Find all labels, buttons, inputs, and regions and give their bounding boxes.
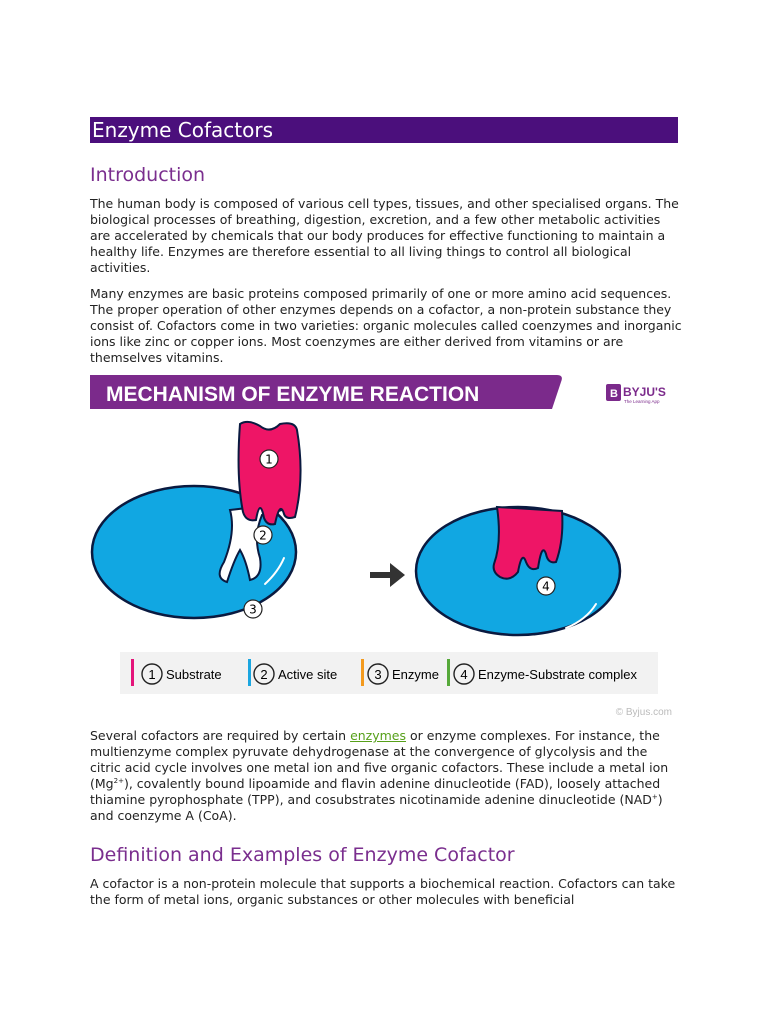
svg-text:1: 1	[265, 452, 273, 467]
intro-paragraph-1: The human body is composed of various cell types, tissues, and other specialised organs. The biological processes of breathing, digestion, excretion, and a few other metabolic activities are accelerated by chemicals that our body produces for effective functioning to maintain a healthy life. Enzymes are therefore essential to all living things to control all biological activities.	[90, 196, 679, 275]
svg-text:Active site: Active site	[278, 667, 338, 682]
svg-text:Substrate: Substrate	[166, 667, 222, 682]
svg-text:3: 3	[374, 667, 382, 682]
intro-heading: Introduction	[90, 164, 206, 186]
cofactors-paragraph: Several cofactors are required by certain enzymes or enzyme complexes. For instance, the multienzyme complex pyruvate dehydrogenase at the convergence of glycolysis and the citric acid cycle involves one metal ion and five organic cofactors. These include a metal ion $(Mg^{2+})$, covalently bound lipoamide and flavin adenine dinucleotide (FAD), loosely attached thiamine pyrophosphate (TPP), and cosubstrates nicotinamide adenine dinucleotide (NAD+) and coenzyme A (CoA).	[90, 728, 669, 823]
brand-tagline: The Learning App	[624, 399, 660, 404]
definition-paragraph: A cofactor is a non-protein molecule that supports a biochemical reaction. Cofactors can take the form of metal ions, organic substances or other molecules with beneficial	[90, 876, 676, 907]
svg-text:4: 4	[460, 667, 468, 682]
definition-heading: Definition and Examples of Enzyme Cofactor	[90, 844, 515, 866]
brand-name: BYJU'S	[623, 385, 666, 399]
figure-watermark: © Byjus.com	[615, 707, 672, 718]
reaction-arrow-icon	[370, 563, 405, 587]
svg-text:Enzyme-Substrate complex: Enzyme-Substrate complex	[478, 667, 637, 682]
svg-text:2: 2	[260, 667, 268, 682]
svg-text:Enzyme: Enzyme	[392, 667, 439, 682]
svg-text:B: B	[610, 388, 618, 400]
intro-paragraph-2: Many enzymes are basic proteins composed primarily of one or more amino acid sequences. The proper operation of other enzymes depends on a cofactor, a non-protein substance they consist of. Cofactors come in two varieties: organic molecules called coenzymes and inorganic ions like zinc or copper ions. Most coenzymes are either derived from vitamins or are themselves vitamins.	[90, 286, 682, 365]
svg-text:2: 2	[259, 528, 267, 543]
enzymes-link[interactable]: enzymes	[350, 728, 407, 743]
svg-text:1: 1	[148, 667, 156, 682]
substrate	[239, 422, 301, 524]
page-title: Enzyme Cofactors	[90, 117, 678, 143]
figure-banner-text: MECHANISM OF ENZYME REACTION	[106, 383, 480, 406]
enzyme-mechanism-figure	[90, 372, 680, 720]
svg-text:4: 4	[542, 579, 550, 594]
svg-text:3: 3	[249, 602, 257, 617]
